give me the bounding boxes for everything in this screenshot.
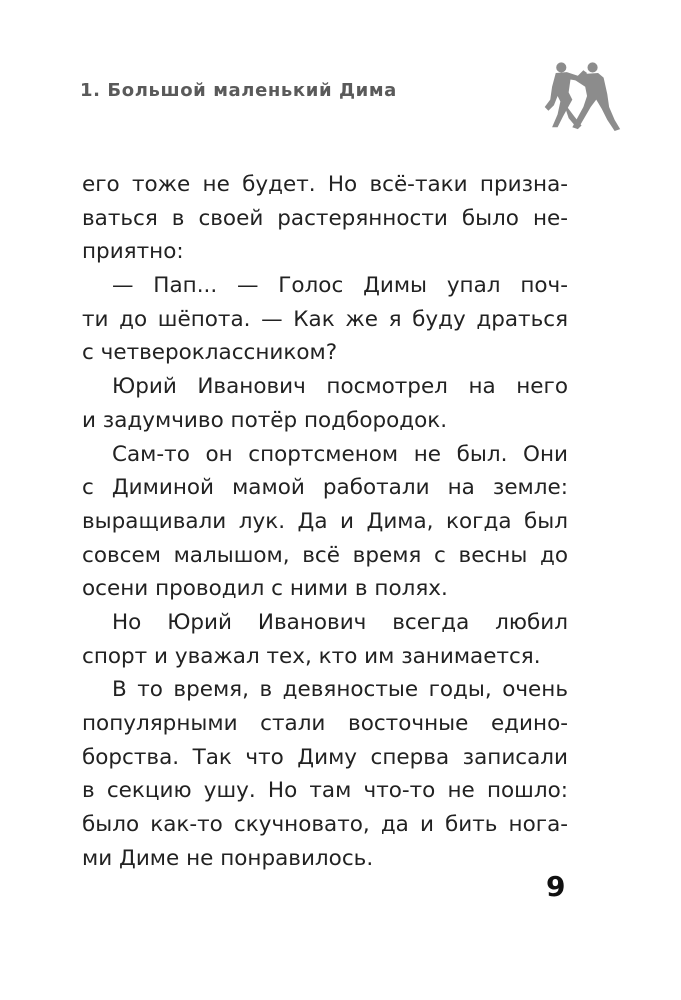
text-line: Юрий Иванович посмотрел на него xyxy=(112,374,568,400)
chapter-title: 1. Большой маленький Дима xyxy=(80,80,397,101)
text-line: В то время, в девяностые годы, очень xyxy=(112,677,568,703)
text-line: Но Юрий Иванович всегда любил xyxy=(112,609,568,635)
boxers-silhouette-icon xyxy=(530,58,622,134)
page-number: 9 xyxy=(546,870,566,903)
text-line: приятно: xyxy=(82,239,184,265)
text-line: ваться в своей растерянности было не- xyxy=(82,205,568,231)
text-line: с Диминой мамой работали на земле: xyxy=(82,475,568,501)
text-line: было как-то скучновато, да и бить нога- xyxy=(82,812,568,838)
text-line: популярными стали восточные едино- xyxy=(82,711,568,736)
text-line: с четвероклассником? xyxy=(82,340,338,366)
text-line: его тоже не будет. Но всё-таки призна- xyxy=(82,172,568,197)
text-line: ти до шёпота. — Как же я буду драться xyxy=(82,306,568,332)
text-line: Сам-то он спортсменом не был. Они xyxy=(112,441,568,467)
text-line: спорт и уважал тех, кто им занимается. xyxy=(82,643,541,669)
text-line: в секцию ушу. Но там что-то не пошло: xyxy=(82,778,568,804)
text-line: и задумчиво потёр подбородок. xyxy=(82,407,448,433)
text-line: — Пап... — Голос Димы упал поч- xyxy=(112,273,568,299)
body-text xyxy=(82,168,568,875)
text-line: борства. Так что Диму сперва записали xyxy=(82,744,568,770)
text-line: совсем малышом, всё время с весны до xyxy=(82,542,568,568)
text-line: осени проводил с ними в полях. xyxy=(82,576,448,602)
text-line: выращивали лук. Да и Дима, когда был xyxy=(82,508,568,534)
text-line: ми Диме не понравилось. xyxy=(82,845,374,871)
